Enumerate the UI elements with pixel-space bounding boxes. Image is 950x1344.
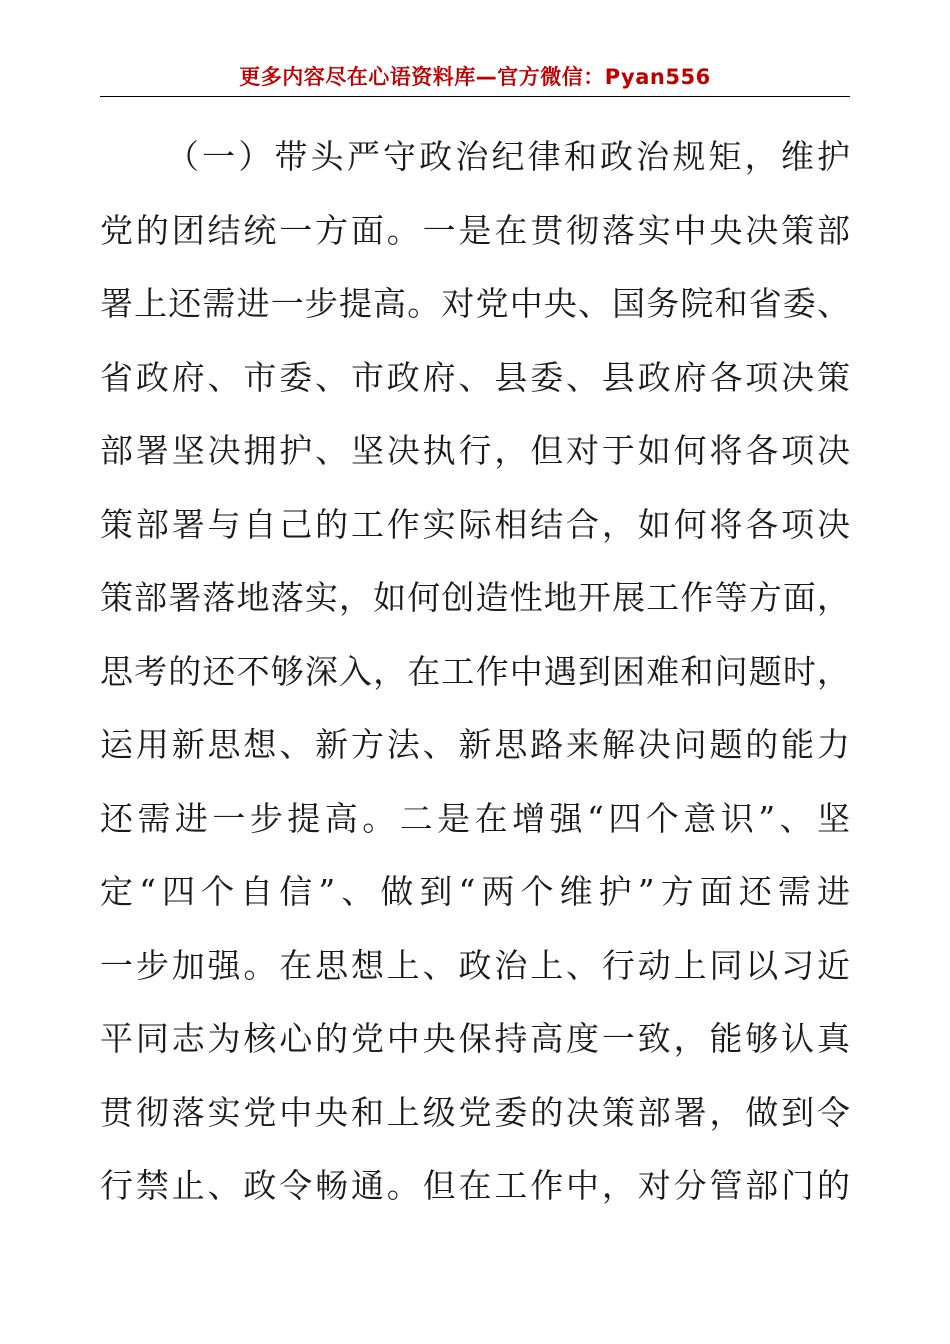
text-line-6: 策部署与自己的工作实际相结合，如何将各项决 [100, 504, 850, 544]
text-line-1: （一）带头严守政治纪律和政治规矩，维护 [166, 137, 850, 176]
text-line-8: 思考的还不够深入，在工作中遇到困难和问题时， [100, 651, 850, 691]
text-line-5: 部署坚决拥护、坚决执行，但对于如何将各项决 [100, 431, 850, 470]
header-divider [100, 96, 850, 97]
body-paragraph [100, 120, 850, 1223]
text-line-3: 署上还需进一步提高。对党中央、国务院和省委、 [100, 284, 850, 323]
text-line-2: 党的团结统一方面。一是在贯彻落实中央决策部 [100, 210, 850, 250]
text-line-13: 平同志为核心的党中央保持高度一致，能够认真 [100, 1019, 850, 1058]
page-header: 更多内容尽在心语资料库—官方微信：Pyan556 [239, 65, 711, 89]
text-line-7: 策部署落地落实，如何创造性地开展工作等方面， [100, 578, 850, 617]
text-line-9: 运用新思想、新方法、新思路来解决问题的能力 [100, 725, 850, 764]
text-line-11: 定“四个自信”、做到“两个维护”方面还需进 [100, 872, 850, 911]
text-line-12: 一步加强。在思想上、政治上、行动上同以习近 [100, 945, 850, 985]
text-line-10: 还需进一步提高。二是在增强“四个意识”、坚 [100, 798, 850, 838]
text-line-4: 省政府、市委、市政府、县委、县政府各项决策 [100, 357, 850, 397]
text-line-15: 行禁止、政令畅通。但在工作中，对分管部门的 [100, 1166, 850, 1205]
text-line-14: 贯彻落实党中央和上级党委的决策部署，做到令 [100, 1092, 850, 1132]
